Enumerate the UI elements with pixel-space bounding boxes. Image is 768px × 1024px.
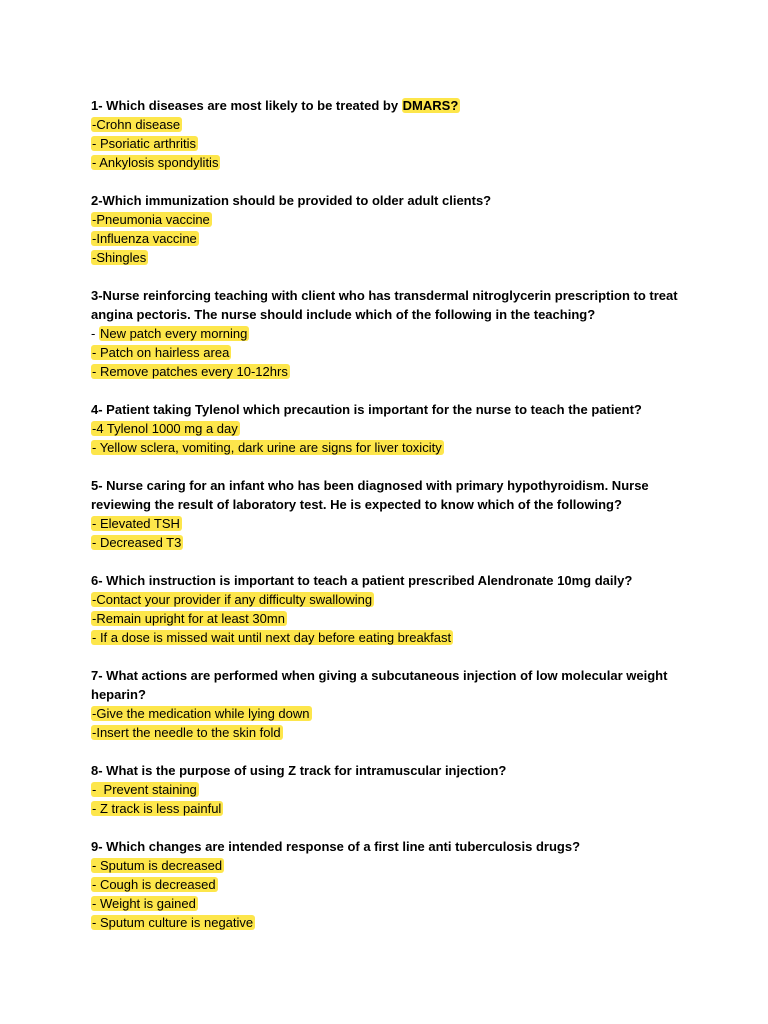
answer-item: - Yellow sclera, vomiting, dark urine are signs for liver toxicity — [92, 440, 442, 455]
answer-item: - New patch every morning — [91, 326, 248, 341]
answer-item: -Shingles — [92, 250, 147, 265]
answer-item: - Weight is gained — [92, 896, 196, 911]
question-1-highlight: DMARS? — [402, 98, 459, 113]
question-block-2 — [91, 191, 691, 267]
answer-prefix: - — [91, 326, 99, 341]
question-9: 9- Which changes are intended response of a first line anti tuberculosis drugs? — [91, 839, 581, 854]
answer-item: - Cough is decreased — [92, 877, 216, 892]
answer-item: - Ankylosis spondylitis — [92, 155, 219, 170]
question-block-5 — [91, 476, 691, 552]
answer-item: -4 Tylenol 1000 mg a day — [92, 421, 238, 436]
question-block-6 — [91, 571, 691, 647]
question-1-text: 1- Which diseases are most likely to be treated by — [91, 98, 402, 113]
question-4: 4- Patient taking Tylenol which precaution is important for the nurse to teach the patient? — [91, 402, 642, 417]
answer-item: - Patch on hairless area — [92, 345, 230, 360]
question-block-4 — [91, 400, 691, 457]
answer-item: -Give the medication while lying down — [92, 706, 310, 721]
answer-item: - Sputum is decreased — [92, 858, 223, 873]
answer-item: -Contact your provider if any difficulty swallowing — [92, 592, 373, 607]
question-block-8 — [91, 761, 691, 818]
question-8: 8- What is the purpose of using Z track for intramuscular injection? — [91, 763, 507, 778]
question-5: 5- Nurse caring for an infant who has been diagnosed with primary hypothyroidism. Nurse reviewing the result of laboratory test. He is expected to know which of the following? — [91, 478, 649, 512]
question-1 — [91, 96, 691, 115]
question-block-7 — [91, 666, 691, 742]
answer-item: - Prevent staining — [92, 782, 197, 797]
question-2: 2-Which immunization should be provided to older adult clients? — [91, 193, 492, 208]
answer-item: -Influenza vaccine — [92, 231, 197, 246]
answer-item: - If a dose is missed wait until next day before eating breakfast — [92, 630, 452, 645]
answer-item: - Psoriatic arthritis — [92, 136, 197, 151]
question-block-9 — [91, 837, 691, 932]
question-3: 3-Nurse reinforcing teaching with client who has transdermal nitroglycerin prescription to treat angina pectoris. The nurse should include which of the following in the teaching? — [91, 288, 678, 322]
answer-item: - Decreased T3 — [92, 535, 182, 550]
document-page — [91, 96, 691, 951]
question-block-3 — [91, 286, 691, 381]
question-block-1 — [91, 96, 691, 172]
answer-item: - Z track is less painful — [92, 801, 222, 816]
question-7: 7- What actions are performed when giving a subcutaneous injection of low molecular weight heparin? — [91, 668, 668, 702]
answer-item: - Elevated TSH — [92, 516, 180, 531]
question-6: 6- Which instruction is important to teach a patient prescribed Alendronate 10mg daily? — [91, 573, 633, 588]
answer-item: - Sputum culture is negative — [92, 915, 254, 930]
answer-item: -Insert the needle to the skin fold — [92, 725, 281, 740]
answer-item: -Pneumonia vaccine — [92, 212, 210, 227]
answer-item: -Crohn disease — [92, 117, 181, 132]
answer-item: -Remain upright for at least 30mn — [92, 611, 285, 626]
answer-item: - Remove patches every 10-12hrs — [92, 364, 288, 379]
